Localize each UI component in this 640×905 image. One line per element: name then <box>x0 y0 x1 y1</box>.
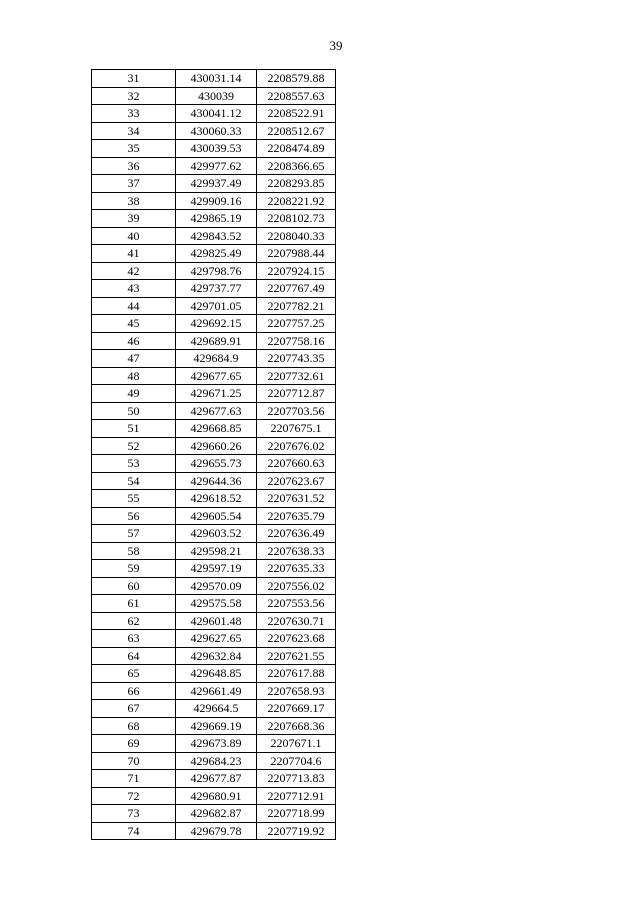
x-coordinate-cell: 430031.14 <box>176 70 257 88</box>
y-coordinate-cell: 2208579.88 <box>257 70 336 88</box>
table-row <box>92 210 336 228</box>
x-coordinate-cell: 429618.52 <box>176 490 257 508</box>
table-row <box>92 647 336 665</box>
point-number-cell: 37 <box>92 175 176 193</box>
y-coordinate-cell: 2207704.6 <box>257 752 336 770</box>
x-coordinate-cell: 429825.49 <box>176 245 257 263</box>
x-coordinate-cell: 429798.76 <box>176 262 257 280</box>
table-row <box>92 770 336 788</box>
y-coordinate-cell: 2207718.99 <box>257 805 336 823</box>
x-coordinate-cell: 429632.84 <box>176 647 257 665</box>
table-row <box>92 455 336 473</box>
point-number-cell: 56 <box>92 507 176 525</box>
table-row <box>92 630 336 648</box>
table-row <box>92 315 336 333</box>
table-row <box>92 420 336 438</box>
point-number-cell: 42 <box>92 262 176 280</box>
point-number-cell: 41 <box>92 245 176 263</box>
x-coordinate-cell: 429682.87 <box>176 805 257 823</box>
point-number-cell: 66 <box>92 682 176 700</box>
point-number-cell: 55 <box>92 490 176 508</box>
table-row <box>92 577 336 595</box>
point-number-cell: 62 <box>92 612 176 630</box>
y-coordinate-cell: 2207712.91 <box>257 787 336 805</box>
point-number-cell: 35 <box>92 140 176 158</box>
x-coordinate-cell: 429603.52 <box>176 525 257 543</box>
y-coordinate-cell: 2207635.33 <box>257 560 336 578</box>
table-row <box>92 175 336 193</box>
x-coordinate-cell: 429668.85 <box>176 420 257 438</box>
coordinates-table-body <box>92 70 336 840</box>
x-coordinate-cell: 429679.78 <box>176 822 257 840</box>
point-number-cell: 51 <box>92 420 176 438</box>
y-coordinate-cell: 2207660.63 <box>257 455 336 473</box>
x-coordinate-cell: 430041.12 <box>176 105 257 123</box>
y-coordinate-cell: 2207553.56 <box>257 595 336 613</box>
table-row <box>92 157 336 175</box>
y-coordinate-cell: 2207623.68 <box>257 630 336 648</box>
x-coordinate-cell: 429660.26 <box>176 437 257 455</box>
point-number-cell: 52 <box>92 437 176 455</box>
x-coordinate-cell: 429684.9 <box>176 350 257 368</box>
table-row <box>92 227 336 245</box>
table-row <box>92 525 336 543</box>
point-number-cell: 61 <box>92 595 176 613</box>
point-number-cell: 70 <box>92 752 176 770</box>
table-row <box>92 717 336 735</box>
x-coordinate-cell: 429692.15 <box>176 315 257 333</box>
x-coordinate-cell: 429673.89 <box>176 735 257 753</box>
y-coordinate-cell: 2207757.25 <box>257 315 336 333</box>
y-coordinate-cell: 2207719.92 <box>257 822 336 840</box>
table-row <box>92 87 336 105</box>
point-number-cell: 47 <box>92 350 176 368</box>
x-coordinate-cell: 429648.85 <box>176 665 257 683</box>
point-number-cell: 58 <box>92 542 176 560</box>
x-coordinate-cell: 430039 <box>176 87 257 105</box>
y-coordinate-cell: 2207743.35 <box>257 350 336 368</box>
point-number-cell: 64 <box>92 647 176 665</box>
point-number-cell: 74 <box>92 822 176 840</box>
point-number-cell: 33 <box>92 105 176 123</box>
x-coordinate-cell: 429843.52 <box>176 227 257 245</box>
y-coordinate-cell: 2207621.55 <box>257 647 336 665</box>
y-coordinate-cell: 2208522.91 <box>257 105 336 123</box>
x-coordinate-cell: 429627.65 <box>176 630 257 648</box>
x-coordinate-cell: 429669.19 <box>176 717 257 735</box>
y-coordinate-cell: 2208040.33 <box>257 227 336 245</box>
table-row <box>92 822 336 840</box>
y-coordinate-cell: 2207638.33 <box>257 542 336 560</box>
table-row <box>92 490 336 508</box>
x-coordinate-cell: 429598.21 <box>176 542 257 560</box>
table-row <box>92 402 336 420</box>
point-number-cell: 59 <box>92 560 176 578</box>
y-coordinate-cell: 2207668.36 <box>257 717 336 735</box>
table-row <box>92 787 336 805</box>
y-coordinate-cell: 2207658.93 <box>257 682 336 700</box>
table-row <box>92 472 336 490</box>
x-coordinate-cell: 429601.48 <box>176 612 257 630</box>
y-coordinate-cell: 2207712.87 <box>257 385 336 403</box>
y-coordinate-cell: 2208221.92 <box>257 192 336 210</box>
table-row <box>92 700 336 718</box>
y-coordinate-cell: 2207782.21 <box>257 297 336 315</box>
table-row <box>92 542 336 560</box>
x-coordinate-cell: 429689.91 <box>176 332 257 350</box>
table-row <box>92 140 336 158</box>
point-number-cell: 45 <box>92 315 176 333</box>
point-number-cell: 63 <box>92 630 176 648</box>
y-coordinate-cell: 2207732.61 <box>257 367 336 385</box>
y-coordinate-cell: 2207623.67 <box>257 472 336 490</box>
x-coordinate-cell: 429605.54 <box>176 507 257 525</box>
y-coordinate-cell: 2208557.63 <box>257 87 336 105</box>
table-row <box>92 367 336 385</box>
y-coordinate-cell: 2207924.15 <box>257 262 336 280</box>
table-row <box>92 752 336 770</box>
x-coordinate-cell: 430060.33 <box>176 122 257 140</box>
coordinates-table <box>91 69 336 840</box>
x-coordinate-cell: 429644.36 <box>176 472 257 490</box>
y-coordinate-cell: 2208293.85 <box>257 175 336 193</box>
y-coordinate-cell: 2207713.83 <box>257 770 336 788</box>
point-number-cell: 32 <box>92 87 176 105</box>
x-coordinate-cell: 429737.77 <box>176 280 257 298</box>
x-coordinate-cell: 429661.49 <box>176 682 257 700</box>
table-row <box>92 735 336 753</box>
table-row <box>92 682 336 700</box>
point-number-cell: 60 <box>92 577 176 595</box>
table-row <box>92 350 336 368</box>
table-row <box>92 560 336 578</box>
x-coordinate-cell: 429937.49 <box>176 175 257 193</box>
point-number-cell: 65 <box>92 665 176 683</box>
point-number-cell: 68 <box>92 717 176 735</box>
y-coordinate-cell: 2207636.49 <box>257 525 336 543</box>
x-coordinate-cell: 430039.53 <box>176 140 257 158</box>
point-number-cell: 67 <box>92 700 176 718</box>
table-row <box>92 385 336 403</box>
x-coordinate-cell: 429677.87 <box>176 770 257 788</box>
point-number-cell: 53 <box>92 455 176 473</box>
table-row <box>92 297 336 315</box>
x-coordinate-cell: 429575.58 <box>176 595 257 613</box>
y-coordinate-cell: 2207617.88 <box>257 665 336 683</box>
y-coordinate-cell: 2207669.17 <box>257 700 336 718</box>
point-number-cell: 36 <box>92 157 176 175</box>
point-number-cell: 57 <box>92 525 176 543</box>
point-number-cell: 69 <box>92 735 176 753</box>
table-row <box>92 437 336 455</box>
x-coordinate-cell: 429597.19 <box>176 560 257 578</box>
x-coordinate-cell: 429677.63 <box>176 402 257 420</box>
x-coordinate-cell: 429655.73 <box>176 455 257 473</box>
point-number-cell: 48 <box>92 367 176 385</box>
point-number-cell: 54 <box>92 472 176 490</box>
table-row <box>92 245 336 263</box>
x-coordinate-cell: 429677.65 <box>176 367 257 385</box>
y-coordinate-cell: 2207635.79 <box>257 507 336 525</box>
y-coordinate-cell: 2207675.1 <box>257 420 336 438</box>
point-number-cell: 43 <box>92 280 176 298</box>
point-number-cell: 73 <box>92 805 176 823</box>
point-number-cell: 34 <box>92 122 176 140</box>
table-row <box>92 665 336 683</box>
y-coordinate-cell: 2207988.44 <box>257 245 336 263</box>
y-coordinate-cell: 2207676.02 <box>257 437 336 455</box>
x-coordinate-cell: 429664.5 <box>176 700 257 718</box>
point-number-cell: 31 <box>92 70 176 88</box>
point-number-cell: 40 <box>92 227 176 245</box>
y-coordinate-cell: 2207767.49 <box>257 280 336 298</box>
table-row <box>92 332 336 350</box>
x-coordinate-cell: 429865.19 <box>176 210 257 228</box>
y-coordinate-cell: 2208366.65 <box>257 157 336 175</box>
x-coordinate-cell: 429570.09 <box>176 577 257 595</box>
table-row <box>92 612 336 630</box>
x-coordinate-cell: 429680.91 <box>176 787 257 805</box>
point-number-cell: 71 <box>92 770 176 788</box>
point-number-cell: 38 <box>92 192 176 210</box>
point-number-cell: 72 <box>92 787 176 805</box>
y-coordinate-cell: 2207556.02 <box>257 577 336 595</box>
y-coordinate-cell: 2207758.16 <box>257 332 336 350</box>
page-number: 39 <box>329 38 343 53</box>
table-row <box>92 70 336 88</box>
x-coordinate-cell: 429671.25 <box>176 385 257 403</box>
point-number-cell: 46 <box>92 332 176 350</box>
table-row <box>92 122 336 140</box>
table-row <box>92 280 336 298</box>
point-number-cell: 49 <box>92 385 176 403</box>
table-row <box>92 105 336 123</box>
y-coordinate-cell: 2208102.73 <box>257 210 336 228</box>
table-row <box>92 805 336 823</box>
y-coordinate-cell: 2207703.56 <box>257 402 336 420</box>
point-number-cell: 44 <box>92 297 176 315</box>
y-coordinate-cell: 2208512.67 <box>257 122 336 140</box>
x-coordinate-cell: 429909.16 <box>176 192 257 210</box>
x-coordinate-cell: 429684.23 <box>176 752 257 770</box>
x-coordinate-cell: 429701.05 <box>176 297 257 315</box>
table-row <box>92 262 336 280</box>
y-coordinate-cell: 2207630.71 <box>257 612 336 630</box>
table-row <box>92 507 336 525</box>
y-coordinate-cell: 2208474.89 <box>257 140 336 158</box>
y-coordinate-cell: 2207631.52 <box>257 490 336 508</box>
table-row <box>92 192 336 210</box>
y-coordinate-cell: 2207671.1 <box>257 735 336 753</box>
point-number-cell: 39 <box>92 210 176 228</box>
point-number-cell: 50 <box>92 402 176 420</box>
table-row <box>92 595 336 613</box>
x-coordinate-cell: 429977.62 <box>176 157 257 175</box>
